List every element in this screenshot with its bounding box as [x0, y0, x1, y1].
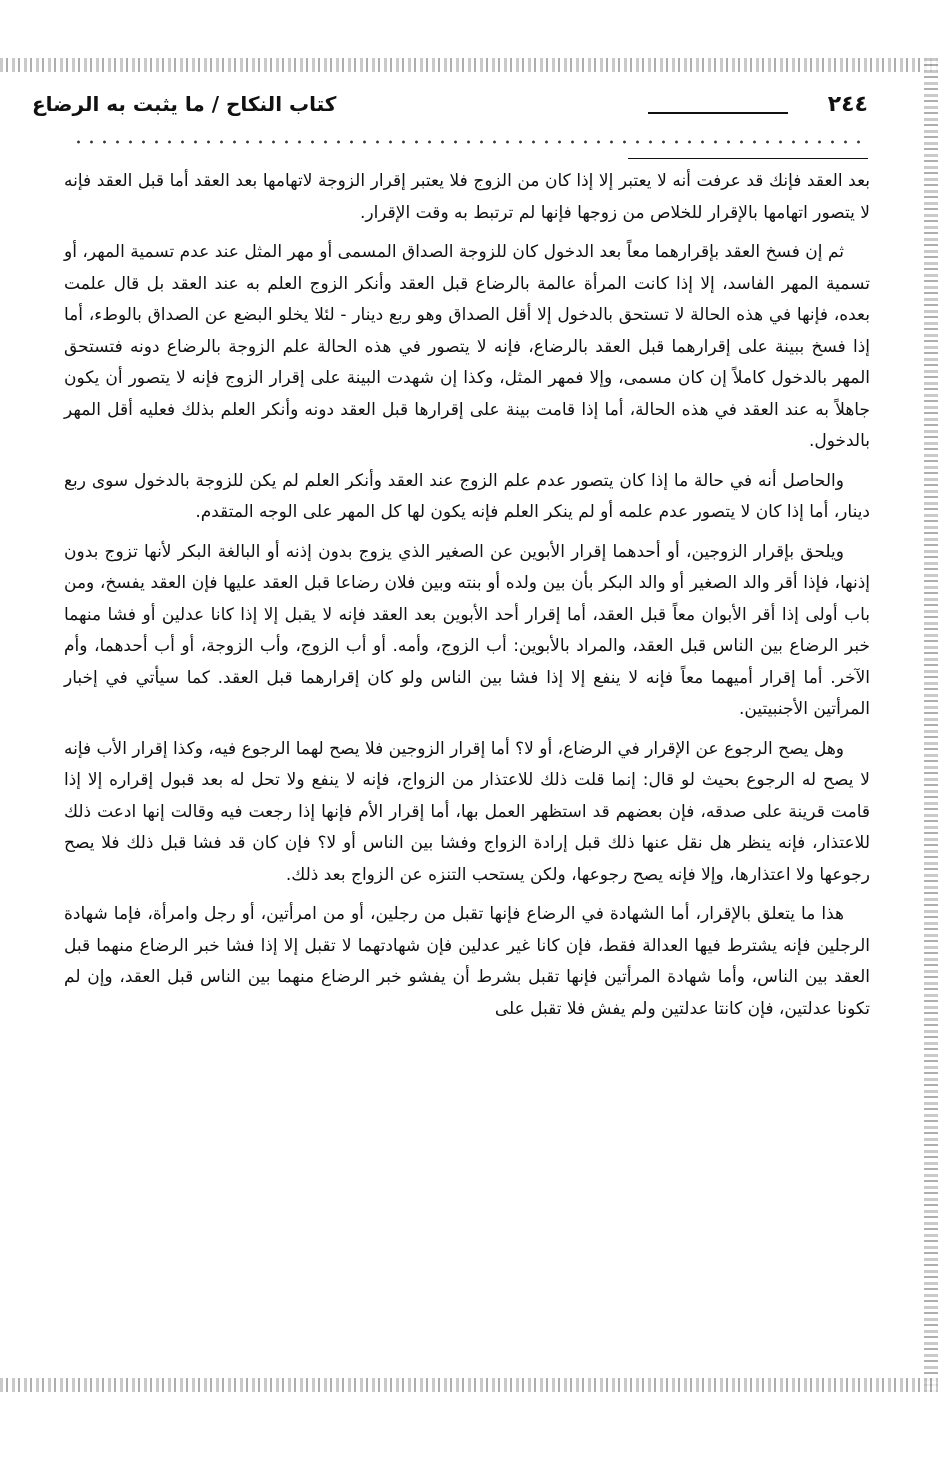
paragraph-4: ويلحق بإقرار الزوجين، أو أحدهما إقرار الأبوين عن الصغير الذي يزوج بدون إذنه أو البالغة البكر لأنها تزوج بدون إذنها، فإذا أقر والد الصغير أو والد البكر بأن بين ولده أو بنته وبين فلان رضاعا قبل العقد عليها فإن العقد يفسخ، ومن باب أولى إذا أقر الأبوان معاً قبل العقد، أما إقرار أحد الأبوين بعد العقد فإنه لا يقبل إلا إذا كانا عدلين أو فشا منهما خبر الرضاع بين الناس قبل العقد، والمراد بالأبوين: أب الزوج، وأمه. أو أب الزوج، وأب الزوجة، أو أب أحدهما، وأم الآخر. أما إقرار أميهما معاً فإنه لا ينفع إلا إذا فشا بين الناس ولو كان إقرارهما قبل العقد. كما سيأتي في إخبار المرأتين الأجنبيتين.	[64, 541, 870, 719]
decorative-border-bottom	[0, 1378, 938, 1392]
dotted-separator	[72, 138, 868, 146]
header-rule	[648, 112, 788, 114]
page-header	[32, 92, 868, 136]
continuation-rule	[628, 158, 868, 159]
paragraph-1: بعد العقد فإنك قد عرفت أنه لا يعتبر إلا إذا كان من الزوج فلا يعتبر إقرار الزوجة لاتهامها بعد العقد أما قبل العقد فإنه لا يتصور اتهامها بالإقرار للخلاص من زوجها فإنها لم ترتبط به وقت الإقرار.	[64, 171, 870, 223]
page-body	[64, 166, 870, 1033]
page-number: ٢٤٤	[827, 92, 868, 117]
paragraph-2: ثم إن فسخ العقد بإقرارهما معاً بعد الدخول كان للزوجة الصداق المسمى أو مهر المثل عند عدم تسمية المهر، أو تسمية المهر الفاسد، إلا إذا كانت المرأة عالمة بالرضاع قبل العقد وأنكر الزوج العلم به عند العقد بل قال علمت بعده، فإنها في هذه الحالة لا تستحق بالدخول إلا أقل الصداق وهو ربع دينار - لئلا يخلو البضع عن الصداق بالوطء، أما إذا فسخ ببينة على إقرارهما قبل العقد بالرضاع، فإنه لا يتصور في هذه الحالة علم الزوجة بالرضاع دونه فتستحق المهر بالدخول كاملاً إن كان مسمى، وإلا فمهر المثل، وكذا إن شهدت البينة على إقرار الزوج فإنه لا يتصور أن يكون جاهلاً به عند العقد في هذه الحالة، أما إذا قامت بينة على إقرارها قبل العقد دونه وأنكر العلم بذلك فعليه أقل المهر بالدخول.	[64, 242, 870, 451]
paragraph-5: وهل يصح الرجوع عن الإقرار في الرضاع، أو لا؟ أما إقرار الزوجين فلا يصح لهما الرجوع فيه، وكذا إقرار الأب فإنه لا يصح له الرجوع بحيث لو قال: إنما قلت ذلك للاعتذار من الزواج، فإنه لا ينفع ولا تحل له بعد قبول إقراره إلا إذا قامت قرينة على صدقه، فإن بعضهم قد استظهر العمل بها، أما إقرار الأم فإنها إذا رجعت فيه وقالت إنها ادعت ذلك للاعتذار، فإنه ينظر هل نقل عنها ذلك قبل إرادة الزواج وفشا بين الناس أو لا؟ فإن كان قد فشا قبل ذلك فلا يصح رجوعها ولا اعتذارها، وإلا فإنه يصح رجوعها، ولكن يستحب التنزه عن الزواج بعد ذلك.	[64, 738, 870, 885]
paragraph-3: والحاصل أنه في حالة ما إذا كان يتصور عدم علم الزوج عند العقد وأنكر العلم لم يكن للزوجة بالدخول سوى ربع دينار، أما إذا كان لا يتصور عدم علمه أو لم ينكر العلم فإنه يكون لها كل المهر على الوجه المتقدم.	[64, 470, 870, 522]
running-title: كتاب النكاح / ما يثبت به الرضاع	[32, 92, 337, 116]
paragraph-6: هذا ما يتعلق بالإقرار، أما الشهادة في الرضاع فإنها تقبل من رجلين، أو من امرأتين، أو رجل وامرأة، فإما شهادة الرجلين فإنه يشترط فيها العدالة فقط، فإن كانا غير عدلين فإن شهادتهما لا تقبل إلا إذا فشا خبر الرضاع منهما قبل العقد بين الناس، وأما شهادة المرأتين فإنها تقبل بشرط أن يفشو خبر الرضاع منهما بين الناس قبل العقد، وإن لم تكونا عدلتين، فإن كانتا عدلتين ولم يفش فلا تقبل على	[64, 904, 870, 1019]
decorative-border-top	[0, 58, 938, 72]
decorative-border-right	[924, 58, 938, 1392]
